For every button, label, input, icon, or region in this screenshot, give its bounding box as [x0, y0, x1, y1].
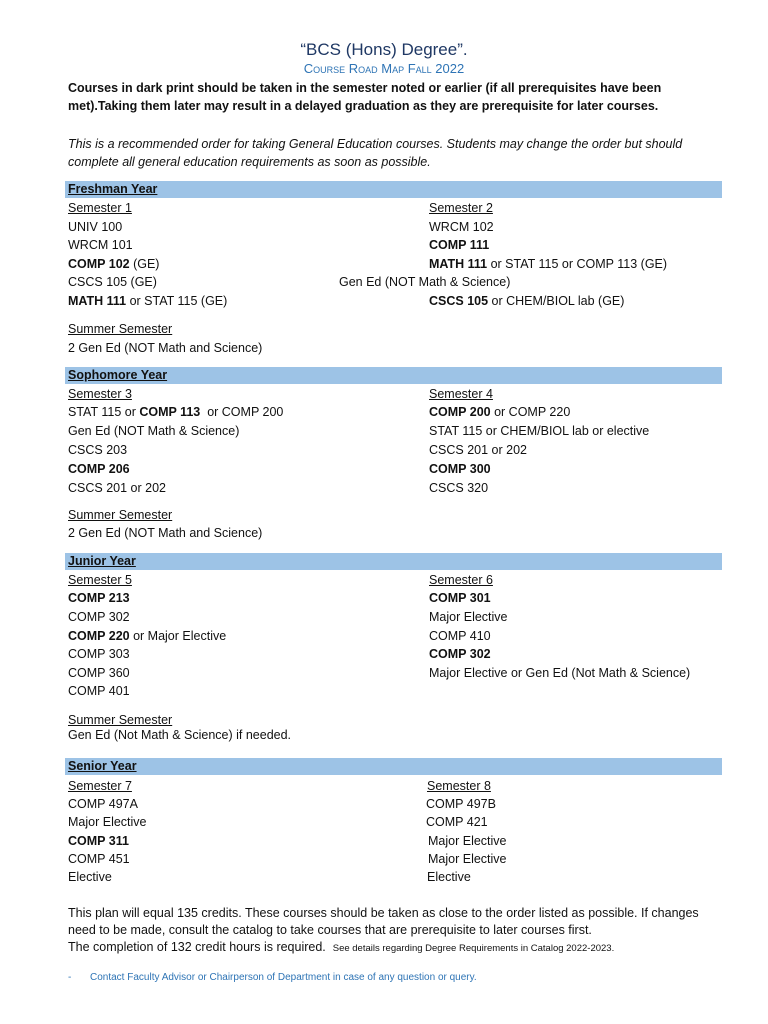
junior-year-heading: Junior Year [65, 553, 722, 570]
contact-note: - Contact Faculty Advisor or Chairperson of Department in case of any question or query. [68, 972, 477, 983]
sem3-course-3: CSCS 203 [68, 443, 128, 457]
semester-7-label: Semester 7 [68, 779, 132, 793]
completion-note: The completion of 132 credit hours is required. See details regarding Degree Requirements in Catalog 2022-2023. [68, 940, 615, 954]
sem7-course-5: Elective [68, 870, 112, 884]
document-subtitle: Course Road Map Fall 2022 [303, 61, 465, 76]
sem4-course-5: CSCS 320 [429, 481, 489, 495]
sophomore-summer-label: Summer Semester [68, 508, 173, 522]
bullet-dash: - [68, 972, 72, 983]
sem2-course-4: Gen Ed (NOT Math & Science) [339, 275, 511, 289]
sem5-course-2: COMP 302 [68, 610, 130, 624]
sem1-course-5: MATH 111 or STAT 115 (GE) [68, 294, 228, 308]
sem6-course-2: Major Elective [429, 610, 508, 624]
freshman-year-heading: Freshman Year [65, 181, 722, 198]
junior-summer-text: Gen Ed (Not Math & Science) if needed. [68, 728, 292, 742]
sem3-course-4: COMP 206 [68, 462, 130, 476]
sem3-course-5: CSCS 201 or 202 [68, 481, 166, 495]
semester-2-label: Semester 2 [429, 201, 493, 215]
senior-year-heading: Senior Year [65, 758, 722, 775]
sem6-course-3: COMP 410 [429, 629, 491, 643]
sem2-course-3: MATH 111 or STAT 115 or COMP 113 (GE) [429, 257, 668, 271]
document-title: “BCS (Hons) Degree”. [300, 40, 468, 59]
sem2-course-1: WRCM 102 [429, 220, 494, 234]
freshman-summer-label: Summer Semester [68, 322, 173, 336]
semester-8-label: Semester 8 [427, 779, 491, 793]
sem1-course-2: WRCM 101 [68, 238, 133, 252]
sem6-course-5: Major Elective or Gen Ed (Not Math & Science) [429, 666, 691, 680]
sem4-course-4: COMP 300 [429, 462, 491, 476]
semester-5-label: Semester 5 [68, 573, 132, 587]
junior-summer-label: Summer Semester [68, 713, 173, 727]
sem5-course-6: COMP 401 [68, 684, 130, 698]
freshman-summer-text: 2 Gen Ed (NOT Math and Science) [68, 341, 263, 355]
semester-3-label: Semester 3 [68, 387, 132, 401]
sem5-course-1: COMP 213 [68, 591, 130, 605]
sem8-course-2: COMP 421 [426, 815, 488, 829]
credits-note: This plan will equal 135 credits. These courses should be taken as close to the order listed as possible. If changes need to be made, consult the catalog to take courses that are prerequisite to later courses first. [68, 906, 699, 937]
gen-ed-note: This is a recommended order for taking General Education courses. Students may change the order but should complete all general education requirements as soon as possible. [68, 137, 683, 169]
semester-6-label: Semester 6 [429, 573, 493, 587]
sem2-course-5: CSCS 105 or CHEM/BIOL lab (GE) [429, 294, 625, 308]
sem3-course-2: Gen Ed (NOT Math & Science) [68, 424, 240, 438]
sem4-course-1: COMP 200 or COMP 220 [429, 405, 571, 419]
sophomore-year-heading: Sophomore Year [65, 367, 722, 384]
sem4-course-3: CSCS 201 or 202 [429, 443, 527, 457]
sem6-course-1: COMP 301 [429, 591, 491, 605]
sem7-course-1: COMP 497A [68, 797, 138, 811]
sem5-course-5: COMP 360 [68, 666, 130, 680]
sem7-course-2: Major Elective [68, 815, 147, 829]
sem8-course-1: COMP 497B [426, 797, 496, 811]
sem5-course-4: COMP 303 [68, 647, 130, 661]
sem8-course-4: Major Elective [428, 852, 507, 866]
sem1-course-1: UNIV 100 [68, 220, 123, 234]
sem7-course-4: COMP 451 [68, 852, 130, 866]
sem3-course-1: STAT 115 or COMP 113 or COMP 200 [68, 405, 284, 419]
sem8-course-5: Elective [427, 870, 471, 884]
sem5-course-3: COMP 220 or Major Elective [68, 629, 227, 643]
dark-print-note: Courses in dark print should be taken in the semester noted or earlier (if all prerequisites have been met).Taking them later may result in a delayed graduation as they are prerequisite for later courses. [68, 81, 662, 113]
sem2-course-2: COMP 111 [429, 238, 490, 252]
sem1-course-4: CSCS 105 (GE) [68, 275, 157, 289]
sophomore-summer-text: 2 Gen Ed (NOT Math and Science) [68, 526, 263, 540]
sem1-course-3: COMP 102 (GE) [68, 257, 160, 271]
sem4-course-2: STAT 115 or CHEM/BIOL lab or elective [429, 424, 650, 438]
sem8-course-3: Major Elective [428, 834, 507, 848]
semester-4-label: Semester 4 [429, 387, 493, 401]
sem7-course-3: COMP 311 [68, 834, 129, 848]
sem6-course-4: COMP 302 [429, 647, 491, 661]
catalog-details-note: See details regarding Degree Requirements in Catalog 2022-2023. [332, 943, 615, 954]
semester-1-label: Semester 1 [68, 201, 132, 215]
